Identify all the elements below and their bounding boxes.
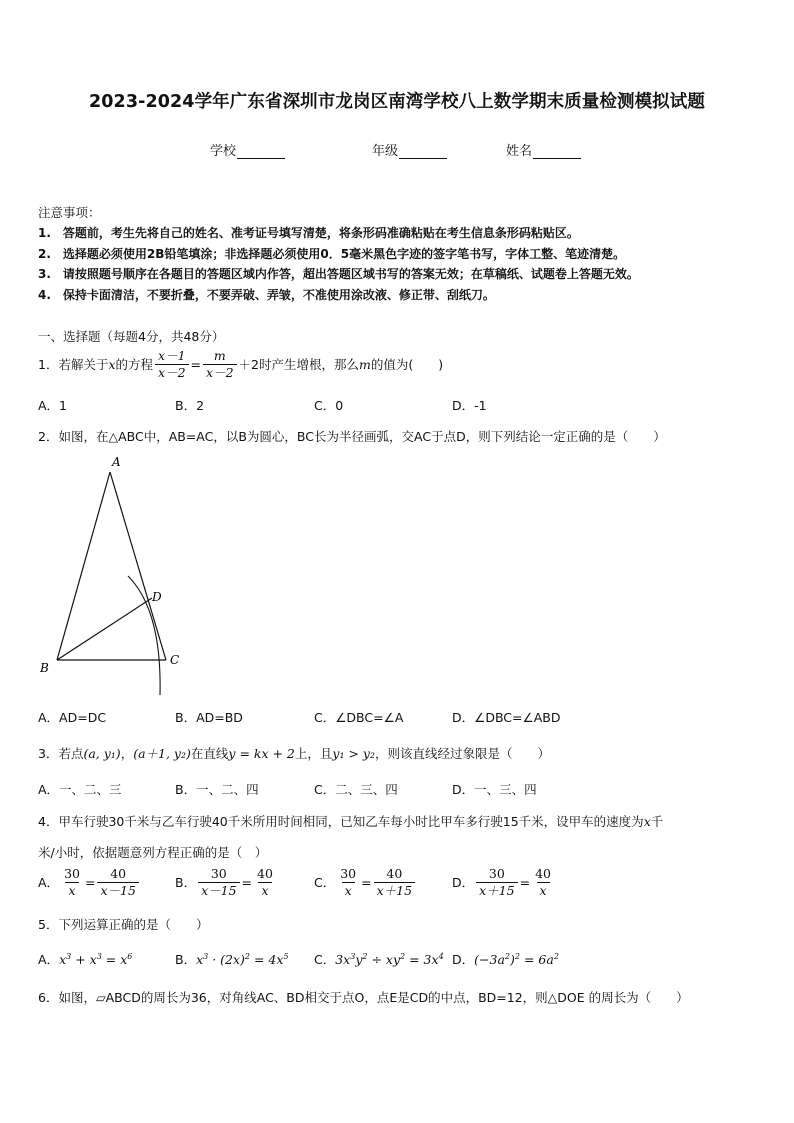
question-4-line-1 [38,812,663,830]
question-6: 6．如图，▱ABCD的周长为36，对角线AC、BD相交于点O，点E是CD的中点，BD=12，则△DOE 的周长为（ ） [38,990,689,1005]
q1-fraction-left [155,348,189,380]
side-ab [57,472,110,660]
note-item: 4. 保持卡面清洁，不要折叠，不要弄破、弄皱，不准使用涂改液、修正带、刮纸刀。 [38,288,495,302]
q2-option-d[interactable]: D．∠DBC=∠ABD [452,710,561,725]
q4-a-ld: x [65,882,78,899]
q2-option-c[interactable]: C．∠DBC=∠A [314,710,404,725]
q3-mid2: 上，且 [294,746,333,761]
note-item: 1. 答题前，考生先将自己的姓名、准考证号填写清楚，将条形码准确粘贴在考生信息条形码粘贴区。 [38,226,579,240]
q5-a-label: A． [38,952,60,967]
label-c: C [170,653,180,667]
q4-a-label: A． [38,875,60,891]
question-2: 2．如图，在△ABC中，AB=AC，以B为圆心，BC长为半径画弧，交AC于点D，则下列结论一定正确的是（ ） [38,429,666,444]
q4-b-label: B． [175,875,197,891]
q3-option-d[interactable]: D．一、三、四 [452,782,537,797]
q5-option-d[interactable]: D．$(-3a^2)^2 = 6a^2$ [452,951,559,967]
q5-option-b[interactable]: B．$x^3 \cdot (2x)^2 = 4x^5$ [175,951,289,967]
q1-option-a[interactable]: A．1 [38,398,68,413]
q1-frac2-den: x－2 [203,364,237,381]
question-5: 5．下列运算正确的是（ ） [38,917,209,932]
school-label: 学校 [210,144,237,159]
q4-b-rd: x [258,882,271,899]
q4-a-left [61,866,83,898]
triangle-figure [30,450,200,700]
q4-option-b[interactable]: B． $\frac{30}{x-15}$ = $\frac{40}{x}$ [175,866,278,898]
q3-option-b[interactable]: B．一、二、四 [175,782,259,797]
grade-label: 年级 [372,144,399,159]
note-item: 2. 选择题必须使用2B铅笔填涂；非选择题必须使用0．5毫米黑色字迹的签字笔书写，字体工整、笔迹清楚。 [38,247,626,261]
q3-option-a[interactable]: A．一、二、三 [38,782,122,797]
q4-line1-end: 千 [650,814,664,829]
q1-frac1-den: x－2 [155,364,189,381]
q4-d-left [476,866,517,898]
q3-condition: y₁ > y₂ [332,746,375,761]
q5-d-label: D． [452,952,475,967]
q5-c-label: C． [314,952,336,967]
q3-point2: (a＋1, y₂) [133,746,191,761]
q3-sep: ， [120,746,134,761]
q4-a-ln: 30 [64,866,80,881]
label-a: A [112,455,121,469]
q1-suffix1: ＋2时产生增根，那么 [238,357,360,373]
q4-c-rn: 40 [386,866,403,881]
q1-option-d[interactable]: D．-1 [452,398,487,413]
q2-option-b[interactable]: B．AD=BD [175,710,243,725]
q1-frac2-num: m [213,348,226,363]
q4-var-x: x [643,814,651,829]
side-ac [110,472,166,660]
q4-d-ld: x＋15 [476,882,517,899]
name-field[interactable] [506,140,581,159]
grade-field[interactable] [372,140,447,159]
q1-mid: 的方程 [115,357,154,373]
q4-d-label: D． [452,875,475,891]
q1-suffix2: 的值为( ) [370,357,444,373]
q1-option-c[interactable]: C．0 [314,398,344,413]
q5-b-label: B． [175,952,197,967]
school-field[interactable] [210,140,285,159]
q1-prefix: 1．若解关于 [38,357,109,373]
grade-blank[interactable] [399,145,447,159]
question-1 [38,348,443,380]
q5-option-a[interactable]: A．$x^3 + x^3 = x^6$ [38,951,133,967]
label-d: D [152,590,162,604]
q4-d-ln: 30 [488,866,505,881]
q4-d-right [532,866,554,898]
q3-suffix: ，则该直线经过象限是（ ） [374,746,550,761]
q4-b-right [254,866,276,898]
q2-option-a[interactable]: A．AD=DC [38,710,107,725]
q4-c-rd: x＋15 [374,882,415,899]
q5-option-c[interactable]: C．$3x^3y^2 \div xy^2 = 3x^4$ [314,951,444,967]
document-title: 2023-2024学年广东省深圳市龙岗区南湾学校八上数学期末质量检测模拟试题 [89,92,705,112]
q1-option-b[interactable]: B．2 [175,398,205,413]
q1-var-m: m [359,356,371,372]
label-b: B [40,661,49,675]
q4-c-ld: x [342,882,355,899]
name-blank[interactable] [533,145,581,159]
q3-line: y = kx + 2 [228,746,295,761]
q4-b-left [198,866,239,898]
question-4-line-2: 米/小时，依据题意列方程正确的是（ ） [38,845,268,860]
q4-a-rd: x－15 [97,882,138,899]
q4-option-c[interactable]: C． $\frac{30}{x}$ = $\frac{40}{x+15}$ [314,866,417,898]
q4-c-label: C． [314,875,336,891]
q4-c-right [374,866,415,898]
q4-line1: 4．甲车行驶30千米与乙车行驶40千米所用时间相同，已知乙车每小时比甲车多行驶15千米，设甲车的速度为 [38,814,644,829]
name-label: 姓名 [506,144,533,159]
q4-b-ln: 30 [210,866,227,881]
notes-heading: 注意事项： [38,205,101,220]
q4-c-ln: 30 [340,866,357,881]
q1-fraction-right [203,348,237,380]
q4-option-a[interactable]: A． $\frac{30}{x}$ = $\frac{40}{x-15}$ [38,866,141,898]
question-3 [38,744,550,762]
q1-frac1-num: x－1 [158,348,186,363]
q4-a-rn: 40 [110,866,127,881]
q4-c-left [337,866,359,898]
q3-prefix: 3．若点 [38,746,84,761]
school-blank[interactable] [237,145,285,159]
q4-b-ld: x－15 [198,882,239,899]
q3-mid: 在直线 [190,746,229,761]
q4-d-rd: x [537,882,550,899]
q3-point1: (a, y₁) [83,746,121,761]
q1-equals: = [190,356,202,372]
section-heading: 一、选择题（每题4分，共48分） [38,329,225,344]
q1-var-x: x [108,356,116,372]
note-item: 3. 请按照题号顺序在各题目的答题区域内作答，超出答题区域书写的答案无效；在草稿纸、试题卷上答题无效。 [38,267,639,281]
q3-option-c[interactable]: C．二、三、四 [314,782,398,797]
q4-b-rn: 40 [257,866,273,881]
q4-a-right [97,866,138,898]
q4-d-rn: 40 [535,866,551,881]
q4-option-d[interactable]: D． $\frac{30}{x+15}$ = $\frac{40}{x}$ [452,866,556,898]
